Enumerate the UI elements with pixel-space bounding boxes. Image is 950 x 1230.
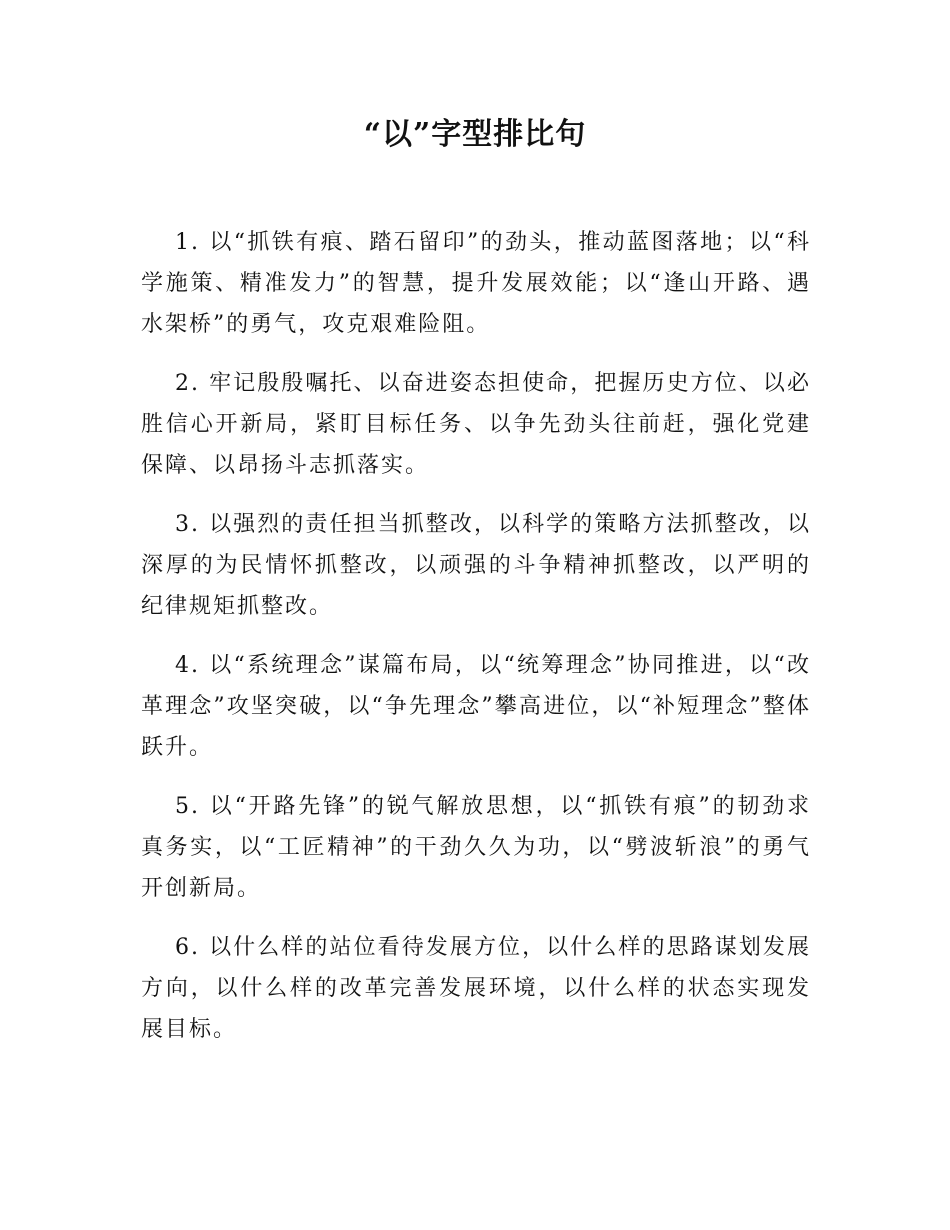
paragraph-4: 4. 以“系统理念”谋篇布局，以“统筹理念”协同推进，以“改革理念”攻坚突破，以“争先理念”攀高进位，以“补短理念”整体跃升。 <box>141 653 811 760</box>
document-title: “以”字型排比句 <box>363 117 587 152</box>
paragraph-2: 2. 牢记殷殷嘱托、以奋进姿态担使命，把握历史方位、以必胜信心开新局，紧盯目标任务、以争先劲头往前赶，强化党建保障、以昂扬斗志抓落实。 <box>141 371 811 478</box>
paragraph-5: 5. 以“开路先锋”的锐气解放思想，以“抓铁有痕”的韧劲求真务实，以“工匠精神”的干劲久久为功，以“劈波斩浪”的勇气开创新局。 <box>141 794 811 901</box>
paragraph-6: 6. 以什么样的站位看待发展方位，以什么样的思路谋划发展方向，以什么样的改革完善发展环境，以什么样的状态实现发展目标。 <box>141 935 811 1042</box>
paragraph-3: 3. 以强烈的责任担当抓整改，以科学的策略方法抓整改，以深厚的为民情怀抓整改，以顽强的斗争精神抓整改，以严明的纪律规矩抓整改。 <box>141 512 811 619</box>
document-body <box>141 222 811 1068</box>
paragraph-1: 1. 以“抓铁有痕、踏石留印”的劲头，推动蓝图落地；以“科学施策、精准发力”的智慧，提升发展效能；以“逢山开路、遇水架桥”的勇气，攻克艰难险阻。 <box>141 230 811 337</box>
